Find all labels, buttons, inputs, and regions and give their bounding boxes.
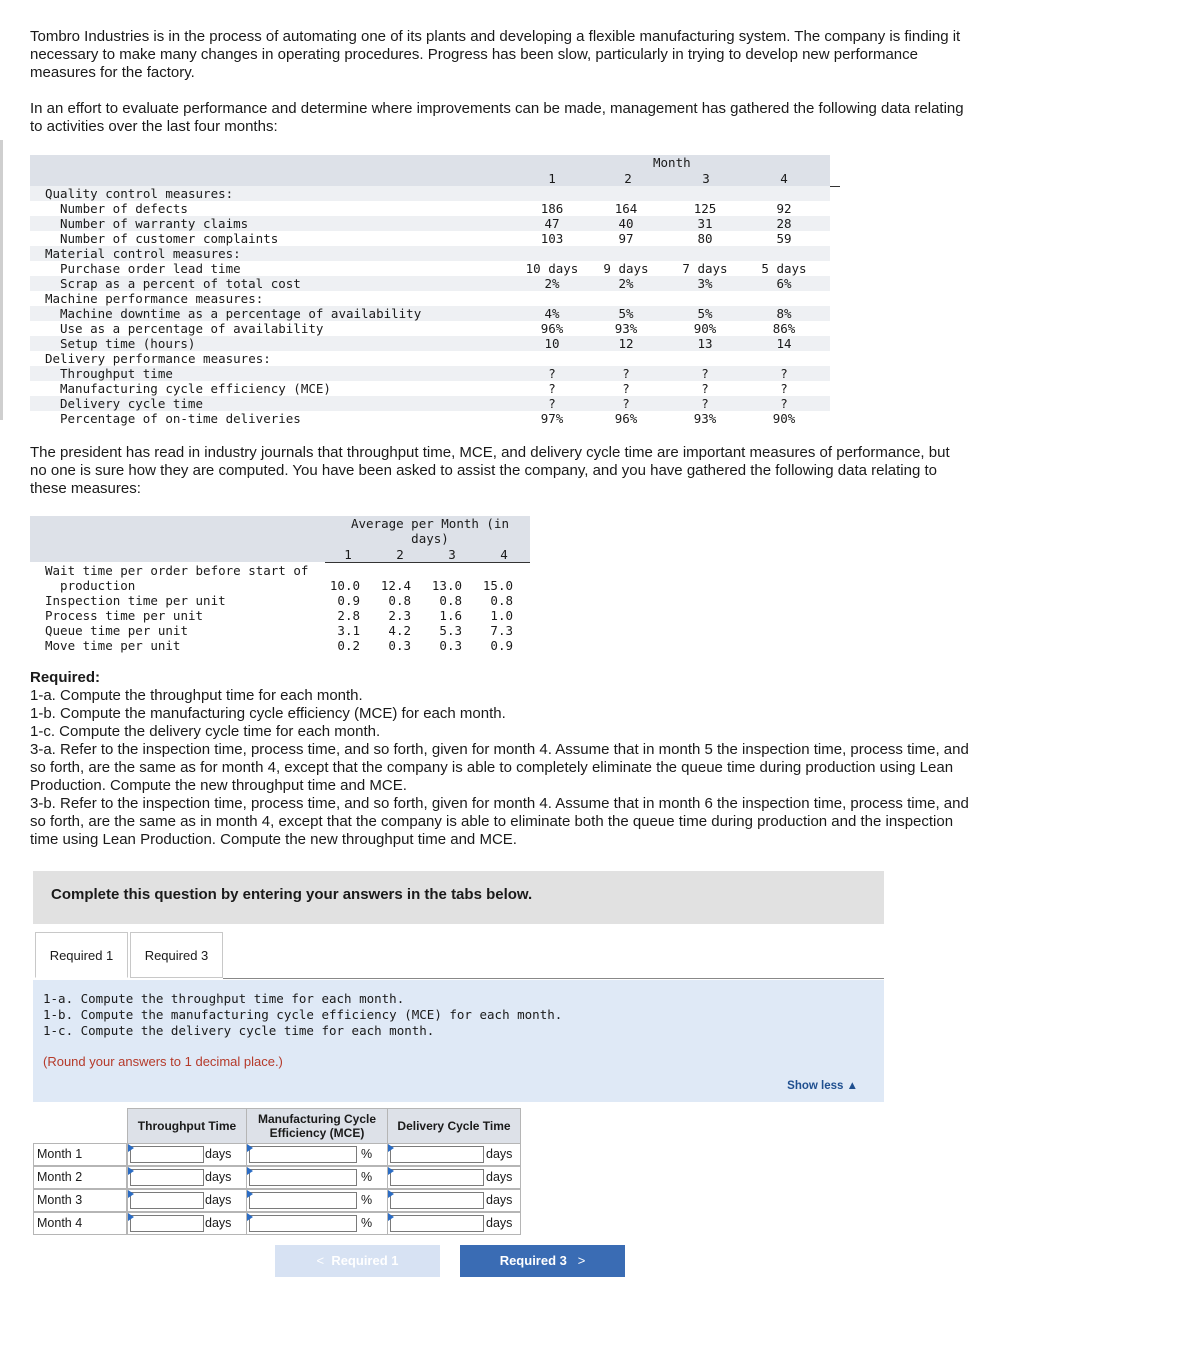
input-marker-icon	[247, 1167, 253, 1175]
month-col-header: 1	[344, 547, 352, 562]
month-col-header: 2	[624, 171, 632, 186]
row-value: 7.3	[490, 623, 513, 638]
row-value: 97	[618, 231, 634, 246]
row-value: ?	[780, 396, 788, 411]
table-row	[30, 381, 830, 396]
row-value: 86%	[772, 321, 796, 336]
input-marker-icon	[247, 1190, 253, 1198]
table-row	[30, 321, 830, 336]
row-value: 93%	[693, 411, 717, 426]
unit-label: %	[361, 1216, 373, 1230]
required-item: 1-b. Compute the manufacturing cycle efficiency (MCE) for each month.	[30, 705, 506, 722]
delivery-input[interactable]	[390, 1169, 484, 1186]
row-value: 3%	[697, 276, 713, 291]
row-value: 0.9	[490, 638, 513, 653]
table-row	[30, 276, 830, 291]
row-label: Machine downtime as a percentage of availability	[60, 306, 422, 321]
table-row	[30, 411, 830, 426]
round-note: (Round your answers to 1 decimal place.)	[43, 1054, 283, 1069]
input-marker-icon	[388, 1190, 394, 1198]
delivery-cell	[387, 1189, 521, 1212]
row-label: production	[45, 578, 136, 593]
row-label: Setup time (hours)	[60, 336, 196, 351]
table-row-label-line	[30, 563, 530, 578]
row-value: 103	[540, 231, 564, 246]
input-marker-icon	[388, 1144, 394, 1152]
required-section	[30, 669, 980, 849]
triangle-up-icon: ▲	[846, 1080, 858, 1092]
show-less-link[interactable]	[787, 1080, 858, 1092]
unit-label: days	[486, 1170, 513, 1184]
input-marker-icon	[128, 1213, 134, 1221]
mce-cell	[246, 1189, 388, 1212]
table-row	[30, 261, 830, 276]
row-value: 1.0	[490, 608, 513, 623]
table-row	[30, 201, 830, 216]
required-item: 3-b. Refer to the inspection time, process time, and so forth, given for month 4. Assume that in month 6 the inspection time, process time, and so forth, are the same as in month 4, except that the company is able to eliminate both the queue time during production and the inspection time using Lean Production. Compute the new throughput time and MCE.	[30, 795, 969, 848]
chevron-left-icon: <	[316, 1253, 325, 1268]
instruction-text: Complete this question by entering your answers in the tabs below.	[51, 886, 533, 903]
avg-header-line-2: days)	[411, 531, 449, 546]
row-value: 5%	[618, 306, 634, 321]
row-value: 5%	[697, 306, 713, 321]
row-label: Number of defects	[60, 201, 188, 216]
instruction-box	[33, 871, 884, 924]
row-value: 96%	[540, 321, 564, 336]
row-value: ?	[701, 366, 709, 381]
unit-label: days	[205, 1193, 232, 1207]
tab-required-3[interactable]: Required 3	[130, 932, 223, 978]
row-value: 13.0	[431, 578, 462, 593]
row-value: 0.3	[388, 638, 411, 653]
row-value: 12	[618, 336, 634, 351]
row-value: 4%	[544, 306, 560, 321]
required-item: 1-c. Compute the delivery cycle time for each month.	[30, 723, 381, 740]
unit-label: days	[486, 1216, 513, 1230]
mce-input[interactable]	[249, 1146, 357, 1163]
mce-input[interactable]	[249, 1192, 357, 1209]
row-label: Delivery performance measures:	[45, 351, 271, 366]
table-row	[30, 396, 830, 411]
row-label: Quality control measures:	[45, 186, 234, 201]
input-marker-icon	[247, 1144, 253, 1152]
row-label: Purchase order lead time	[60, 261, 241, 276]
row-value: 10	[544, 336, 560, 351]
row-label: Percentage of on-time deliveries	[60, 411, 301, 426]
tab-required-1[interactable]: Required 1	[35, 932, 128, 978]
panel-line-1a: 1-a. Compute the throughput time for each month.	[43, 991, 405, 1006]
delivery-input[interactable]	[390, 1146, 484, 1163]
unit-label: days	[486, 1147, 513, 1161]
throughput-input[interactable]	[130, 1215, 204, 1232]
row-value: 1.6	[439, 608, 462, 623]
row-value: 28	[776, 216, 792, 231]
month-col-header: 3	[448, 547, 456, 562]
delivery-input[interactable]	[390, 1215, 484, 1232]
row-value: 90%	[772, 411, 796, 426]
row-value: 92	[776, 201, 792, 216]
row-value: 31	[697, 216, 713, 231]
throughput-cell	[127, 1189, 247, 1212]
row-value: 0.8	[439, 593, 462, 608]
table-row	[30, 366, 830, 381]
table-row	[30, 351, 830, 366]
unit-label: %	[361, 1193, 373, 1207]
delivery-cell	[387, 1212, 521, 1235]
avg-header-line-1: Average per Month (in	[350, 516, 510, 531]
row-value: 12.4	[380, 578, 411, 593]
throughput-input[interactable]	[130, 1169, 204, 1186]
table-row	[30, 186, 830, 201]
required-item: 3-a. Refer to the inspection time, process time, and so forth, given for month 4. Assume that in month 5 the inspection time, process time, and so forth, are the same as for month 4, except that the company is able to completely eliminate the queue time during production using Lean Production. Compute the new throughput time and MCE.	[30, 741, 969, 794]
row-value: 0.2	[337, 638, 360, 653]
chevron-right-icon: >	[577, 1253, 586, 1268]
row-value: 125	[693, 201, 717, 216]
row-value: 7 days	[682, 261, 728, 276]
row-label-month: Month 3	[33, 1189, 127, 1212]
row-value: ?	[622, 366, 630, 381]
row-value: ?	[622, 396, 630, 411]
header-delivery-cycle-time: Delivery Cycle Time	[387, 1108, 521, 1144]
row-label: Queue time per unit	[45, 623, 188, 638]
table-row	[30, 231, 830, 246]
table-row	[30, 593, 530, 608]
prev-button-label: Required 1	[331, 1253, 399, 1268]
row-label-month: Month 1	[33, 1143, 127, 1166]
mce-cell	[246, 1143, 388, 1166]
throughput-cell	[127, 1143, 247, 1166]
row-value: ?	[701, 381, 709, 396]
row-value: 96%	[614, 411, 638, 426]
table-row	[30, 638, 530, 653]
table-row	[30, 246, 830, 261]
month-header: Month	[653, 155, 691, 170]
row-label: Inspection time per unit	[45, 593, 226, 608]
required-item: 1-a. Compute the throughput time for each month.	[30, 687, 363, 704]
prev-button[interactable]	[275, 1245, 440, 1277]
row-label: Throughput time	[60, 366, 173, 381]
row-value: 80	[697, 231, 713, 246]
row-value: 47	[544, 216, 560, 231]
header-mce: Manufacturing Cycle Efficiency (MCE)	[246, 1108, 388, 1144]
unit-label: days	[205, 1147, 232, 1161]
mce-cell	[246, 1212, 388, 1235]
row-value: ?	[701, 396, 709, 411]
mce-input[interactable]	[249, 1215, 357, 1232]
row-value: 3.1	[337, 623, 360, 638]
row-value: ?	[548, 396, 556, 411]
left-edge-bar	[0, 0, 3, 1352]
unit-label: %	[361, 1170, 373, 1184]
input-marker-icon	[128, 1144, 134, 1152]
throughput-cell	[127, 1212, 247, 1235]
row-label: Process time per unit	[45, 608, 204, 623]
month-col-header: 1	[548, 171, 556, 186]
show-less-label: Show less	[787, 1080, 844, 1092]
row-value: 6%	[776, 276, 792, 291]
delivery-cell	[387, 1143, 521, 1166]
row-value: 4.2	[388, 623, 411, 638]
unit-label: days	[486, 1193, 513, 1207]
table-row	[30, 623, 530, 638]
panel-line-1c: 1-c. Compute the delivery cycle time for each month.	[43, 1023, 435, 1038]
row-value: 2.8	[337, 608, 360, 623]
row-value: 10 days	[525, 261, 579, 276]
month-col-header: 4	[780, 171, 788, 186]
row-value: 5.3	[439, 623, 462, 638]
required-title: Required:	[30, 669, 101, 686]
month-col-header: 4	[500, 547, 508, 562]
intro-paragraph-2: In an effort to evaluate performance and determine where improvements can be made, management has gathered the following data relating to activities over the last four months:	[30, 100, 964, 135]
row-label: Use as a percentage of availability	[60, 321, 324, 336]
input-marker-icon	[128, 1167, 134, 1175]
row-value: 8%	[776, 306, 792, 321]
next-button-label: Required 3	[499, 1253, 567, 1268]
row-label: Delivery cycle time	[60, 396, 203, 411]
row-value: ?	[548, 381, 556, 396]
table-row	[30, 306, 830, 321]
row-label: Number of customer complaints	[60, 231, 279, 246]
row-label: Machine performance measures:	[45, 291, 264, 306]
row-value: 97%	[540, 411, 564, 426]
delivery-input[interactable]	[390, 1192, 484, 1209]
row-value: 5 days	[761, 261, 807, 276]
unit-label: days	[205, 1170, 232, 1184]
row-label: Material control measures:	[45, 246, 241, 261]
row-value: 13	[697, 336, 713, 351]
table-row	[30, 336, 830, 351]
intro-paragraph-1: Tombro Industries is in the process of automating one of its plants and developing a flexible manufacturing system. The company is finding it necessary to make many changes in operating procedures. Progress has been slow, particularly in trying to develop new performance measures for the factory.	[30, 28, 961, 81]
row-value: 2.3	[388, 608, 411, 623]
row-value: 0.8	[388, 593, 411, 608]
row-label-month: Month 4	[33, 1212, 127, 1235]
throughput-input[interactable]	[130, 1192, 204, 1209]
mce-cell	[246, 1166, 388, 1189]
input-marker-icon	[128, 1190, 134, 1198]
row-value: 164	[614, 201, 638, 216]
row-value: 14	[776, 336, 792, 351]
input-marker-icon	[247, 1213, 253, 1221]
row-value: 15.0	[482, 578, 513, 593]
row-value: 2%	[618, 276, 634, 291]
table-row	[30, 578, 530, 593]
mce-input[interactable]	[249, 1169, 357, 1186]
table-row	[30, 291, 830, 306]
panel-line-1b: 1-b. Compute the manufacturing cycle efficiency (MCE) for each month.	[43, 1007, 563, 1022]
row-value: 40	[618, 216, 634, 231]
row-value: 0.8	[490, 593, 513, 608]
tab-divider	[223, 978, 884, 979]
row-value: ?	[780, 366, 788, 381]
row-value: 0.3	[439, 638, 462, 653]
unit-label: %	[361, 1147, 373, 1161]
row-value: 0.9	[337, 593, 360, 608]
row-value: 9 days	[603, 261, 649, 276]
input-marker-icon	[388, 1167, 394, 1175]
row-value: ?	[548, 366, 556, 381]
row-value: 90%	[693, 321, 717, 336]
delivery-cell	[387, 1166, 521, 1189]
intro-paragraph-3: The president has read in industry journals that throughput time, MCE, and delivery cycle time are important measures of performance, but no one is sure how they are computed. You have been asked to assist the company, and you have gathered the following data relating to these measures:	[30, 444, 950, 497]
header-throughput-time: Throughput Time	[127, 1108, 247, 1144]
tab-panel	[33, 980, 884, 1102]
row-value: 186	[540, 201, 564, 216]
row-label: Number of warranty claims	[60, 216, 249, 231]
throughput-input[interactable]	[130, 1146, 204, 1163]
row-label: Wait time per order before start of	[45, 563, 309, 578]
table-row	[30, 608, 530, 623]
row-label-month: Month 2	[33, 1166, 127, 1189]
row-label: Move time per unit	[45, 638, 181, 653]
throughput-cell	[127, 1166, 247, 1189]
row-value: ?	[780, 381, 788, 396]
row-value: 2%	[544, 276, 560, 291]
input-marker-icon	[388, 1213, 394, 1221]
row-label: Scrap as a percent of total cost	[60, 276, 301, 291]
row-value: ?	[622, 381, 630, 396]
table-row	[30, 216, 830, 231]
month-col-header: 3	[702, 171, 710, 186]
row-label: Manufacturing cycle efficiency (MCE)	[60, 381, 331, 396]
month-col-header: 2	[396, 547, 404, 562]
row-value: 59	[776, 231, 792, 246]
next-button[interactable]	[460, 1245, 625, 1277]
row-value: 93%	[614, 321, 638, 336]
unit-label: days	[205, 1216, 232, 1230]
row-value: 10.0	[329, 578, 360, 593]
